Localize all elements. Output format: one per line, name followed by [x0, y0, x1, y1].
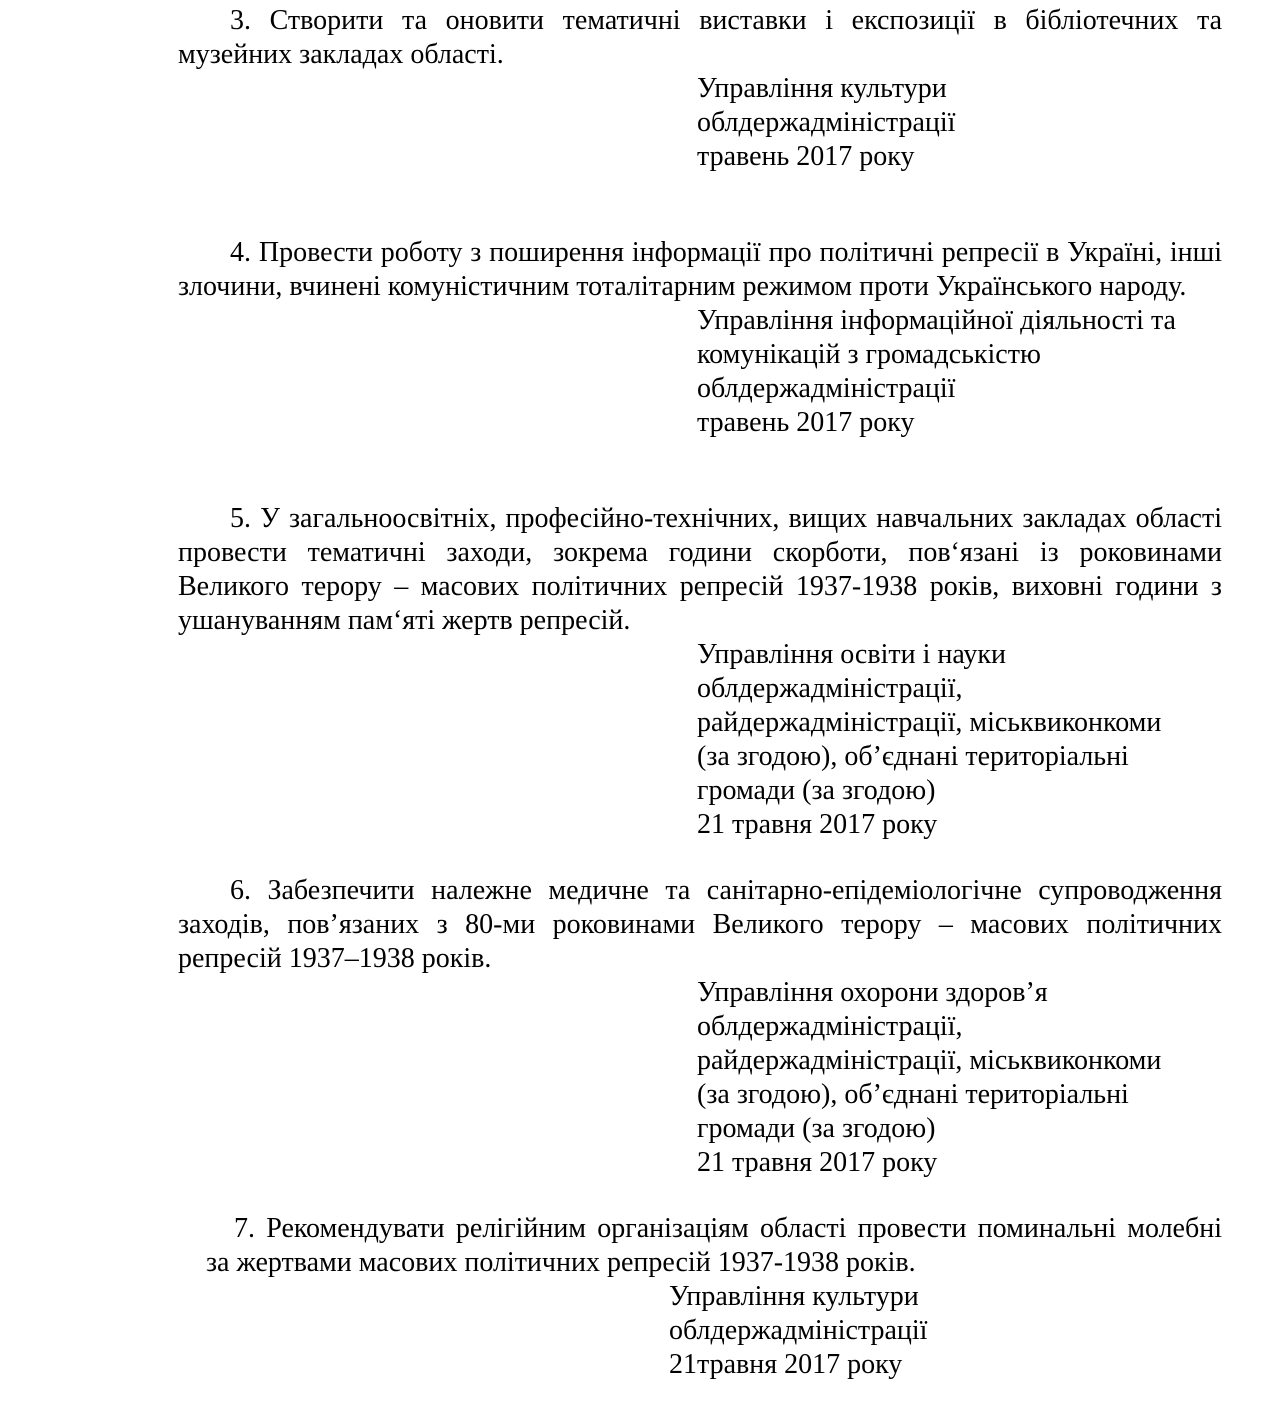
document-item-5	[178, 502, 1222, 842]
item-7-attribution-line-2: облдержадміністрації	[669, 1315, 928, 1346]
item-6-attribution-line-2: облдержадміністрації,	[697, 1011, 963, 1042]
document-item-7	[178, 1212, 1222, 1382]
item-6-attribution-line-4: (за згодою), об’єднані територіальні	[697, 1079, 1129, 1110]
item-6-paragraph	[178, 874, 1222, 976]
item-6-text: Забезпечити належне медичне та санітарно-епідеміологічне супроводження заходів, пов’язаних з 80-ми роковинами Великого терору – масових політичних репресій 1937–1938 років.	[178, 875, 1222, 974]
item-3-text: Створити та оновити тематичні виставки і експозиції в бібліотечних та музейних закладах області.	[178, 5, 1222, 70]
item-4-text: Провести роботу з поширення інформації про політичні репресії в Україні, інші злочини, вчинені комуністичним тоталітарним режимом проти Українського народу.	[178, 237, 1223, 302]
item-6-attribution-line-1: Управління охорони здоров’я	[697, 977, 1048, 1008]
item-5-attribution-line-3: райдержадміністрації, міськвиконкоми	[697, 707, 1162, 738]
item-7-attribution	[669, 1280, 1199, 1382]
document-item-3	[178, 4, 1222, 174]
item-7-paragraph	[206, 1212, 1222, 1280]
item-5-text: У загальноосвітніх, професійно-технічних, вищих навчальних закладах області провести тематичні заходи, зокрема години скорботи, пов‘язані із роковинами Великого терору – масових політичних репресій 1937-1938 років, виховні години з ушануванням пам‘яті жертв репресій.	[178, 503, 1223, 636]
item-6-attribution-line-3: райдержадміністрації, міськвиконкоми	[697, 1045, 1162, 1076]
item-6-attribution	[697, 976, 1227, 1180]
item-4-attribution	[697, 304, 1227, 440]
item-5-attribution-line-5: громади (за згодою)	[697, 775, 936, 806]
item-5-attribution-line-1: Управління освіти і науки	[697, 639, 1006, 670]
document-item-4	[178, 236, 1222, 440]
item-4-number: 4.	[230, 237, 251, 268]
item-5-paragraph	[178, 502, 1222, 638]
document-item-6	[178, 874, 1222, 1180]
item-5-attribution-line-4: (за згодою), об’єднані територіальні	[697, 741, 1129, 772]
item-5-attribution-line-2: облдержадміністрації,	[697, 673, 963, 704]
item-6-attribution-line-5: громади (за згодою)	[697, 1113, 936, 1144]
item-3-attribution-line-1: Управління культури	[697, 73, 947, 104]
item-5-attribution	[697, 638, 1227, 842]
item-7-text: Рекомендувати релігійним організаціям області провести поминальні молебні за жертвами масових політичних репресій 1937-1938 років.	[206, 1213, 1222, 1278]
item-6-attribution-line-6: 21 травня 2017 року	[697, 1147, 938, 1178]
item-7-attribution-line-3: 21травня 2017 року	[669, 1349, 903, 1380]
item-3-number: 3.	[230, 5, 251, 36]
item-5-attribution-line-6: 21 травня 2017 року	[697, 809, 938, 840]
item-6-number: 6.	[230, 875, 251, 906]
item-4-paragraph	[178, 236, 1222, 304]
item-4-attribution-line-3: облдержадміністрації	[697, 373, 956, 404]
item-4-attribution-line-2: комунікацій з громадськістю	[697, 339, 1041, 370]
item-7-attribution-line-1: Управління культури	[669, 1281, 919, 1312]
item-7-number: 7.	[234, 1213, 255, 1244]
item-3-attribution	[697, 72, 1227, 174]
item-4-attribution-line-1: Управління інформаційної діяльності та	[697, 305, 1176, 336]
item-3-attribution-line-3: травень 2017 року	[697, 141, 915, 172]
item-3-paragraph	[178, 4, 1222, 72]
item-3-attribution-line-2: облдержадміністрації	[697, 107, 956, 138]
item-5-number: 5.	[230, 503, 251, 534]
item-4-attribution-line-4: травень 2017 року	[697, 407, 915, 438]
